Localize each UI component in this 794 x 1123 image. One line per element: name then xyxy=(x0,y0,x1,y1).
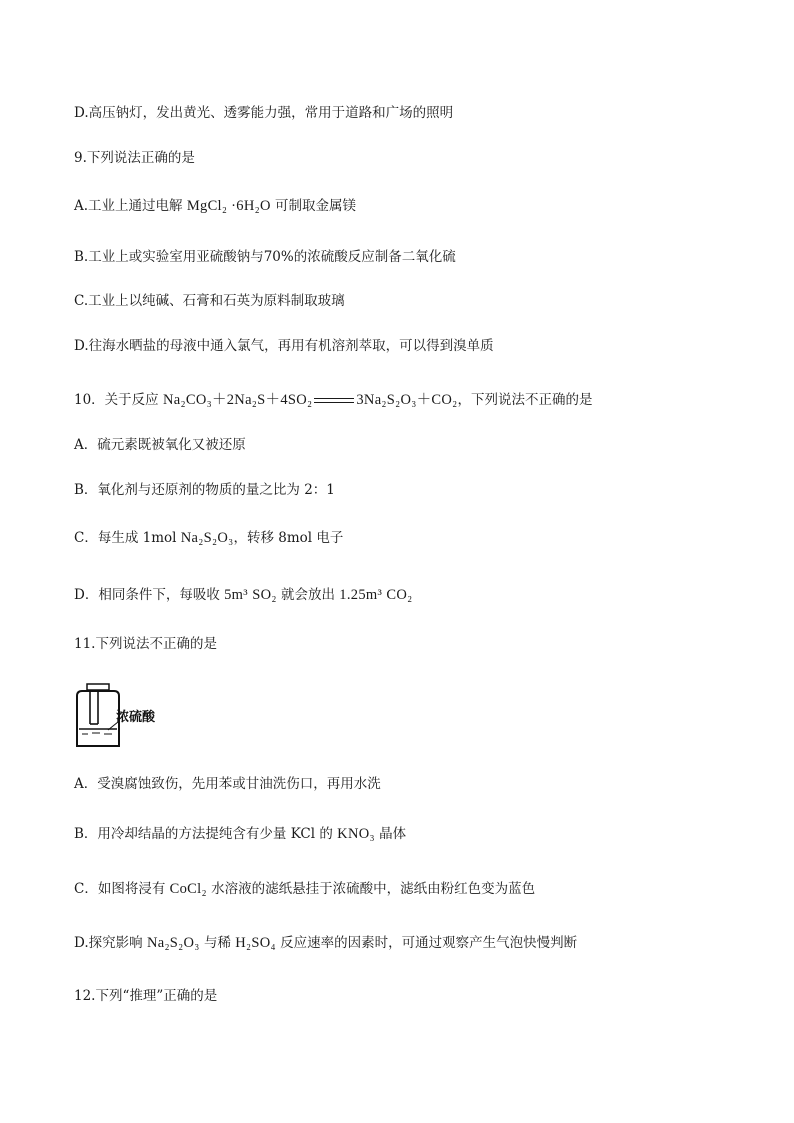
question-text: 9.下列说法正确的是 xyxy=(74,150,195,166)
option-text: C.工业上以纯碱、石膏和石英为原料制取玻璃 xyxy=(74,293,345,309)
option-text: A．受溴腐蚀致伤，先用苯或甘油洗伤口，再用水洗 xyxy=(74,776,381,792)
question-text: ，下列说法不正确的是 xyxy=(457,392,593,408)
volume-value: 5m³ xyxy=(224,587,248,603)
question-11-option-c xyxy=(74,880,535,898)
volume-value: 1.25m³ xyxy=(339,587,383,603)
option-text: 反应速率的因素时，可通过观察产生气泡快慢判断 xyxy=(280,935,578,951)
question-8-option-d xyxy=(74,104,453,122)
option-text: A.工业上通过电解 xyxy=(74,198,183,214)
option-text: B.工业上或实验室用亚硫酸钠与70%的浓硫酸反应制备二氧化硫 xyxy=(74,249,456,265)
option-text: 水溶液的滤纸悬挂于浓硫酸中，滤纸由粉红色变为蓝色 xyxy=(211,881,536,897)
equals-sign xyxy=(314,397,354,405)
chemical-formula: MgCl₂ ·6H₂O xyxy=(186,198,271,214)
question-10-option-c xyxy=(74,529,343,547)
option-text: ，转移 8mol 电子 xyxy=(233,530,344,546)
chemical-formula: KNO₃ xyxy=(337,826,375,842)
option-text: D.探究影响 xyxy=(74,935,143,951)
question-10-option-b xyxy=(74,481,335,499)
question-text: 12.下列“推理”正确的是 xyxy=(74,988,218,1004)
option-text: D.往海水晒盐的母液中通入氯气，再用有机溶剂萃取，可以得到溴单质 xyxy=(74,338,494,354)
chemical-formula: Na₂S₂O₃ xyxy=(180,530,234,546)
reaction-products: 3Na₂S₂O₃＋CO₂ xyxy=(356,392,458,408)
chemical-formula: SO₂ xyxy=(252,587,277,603)
chemical-formula: CoCl₂ xyxy=(169,881,207,897)
question-9-option-b xyxy=(74,248,456,266)
option-text: C．如图将浸有 xyxy=(74,881,166,897)
chemical-formula: H₂SO₄ xyxy=(235,935,276,951)
option-text: C．每生成 1mol xyxy=(74,530,177,546)
question-10-stem xyxy=(74,391,593,409)
option-text: 晶体 xyxy=(379,826,407,842)
chemical-formula: CO₂ xyxy=(386,587,413,603)
option-text: B．氧化剂与还原剂的物质的量之比为 2：1 xyxy=(74,482,335,498)
option-text: D．相同条件下，每吸收 xyxy=(74,587,220,603)
sulfuric-acid-bottle-figure xyxy=(74,682,184,752)
question-12-stem xyxy=(74,987,217,1005)
bottle-label: 浓硫酸 xyxy=(116,710,156,725)
option-text: 可制取金属镁 xyxy=(275,198,357,214)
question-text: 11.下列说法不正确的是 xyxy=(74,636,217,652)
question-10-option-a xyxy=(74,436,246,454)
question-11-option-d xyxy=(74,934,577,952)
question-11-option-b xyxy=(74,825,406,843)
option-text: B．用冷却结晶的方法提纯含有少量 KCl 的 xyxy=(74,826,333,842)
option-text: 就会放出 xyxy=(281,587,335,603)
question-9-option-a xyxy=(74,197,356,215)
option-text: D.高压钠灯，发出黄光、透雾能力强，常用于道路和广场的照明 xyxy=(74,105,454,121)
option-text: A．硫元素既被氧化又被还原 xyxy=(74,437,246,453)
question-9-option-d xyxy=(74,337,494,355)
question-11-option-a xyxy=(74,775,381,793)
chemical-formula: Na₂S₂O₃ xyxy=(146,935,200,951)
question-11-stem xyxy=(74,635,217,653)
reaction-reactants: Na₂CO₃＋2Na₂S＋4SO₂ xyxy=(162,392,313,408)
question-text: 10．关于反应 xyxy=(74,392,159,408)
question-9-stem xyxy=(74,149,195,167)
question-10-option-d xyxy=(74,586,413,604)
question-9-option-c xyxy=(74,292,345,310)
option-text: 与稀 xyxy=(203,935,231,951)
